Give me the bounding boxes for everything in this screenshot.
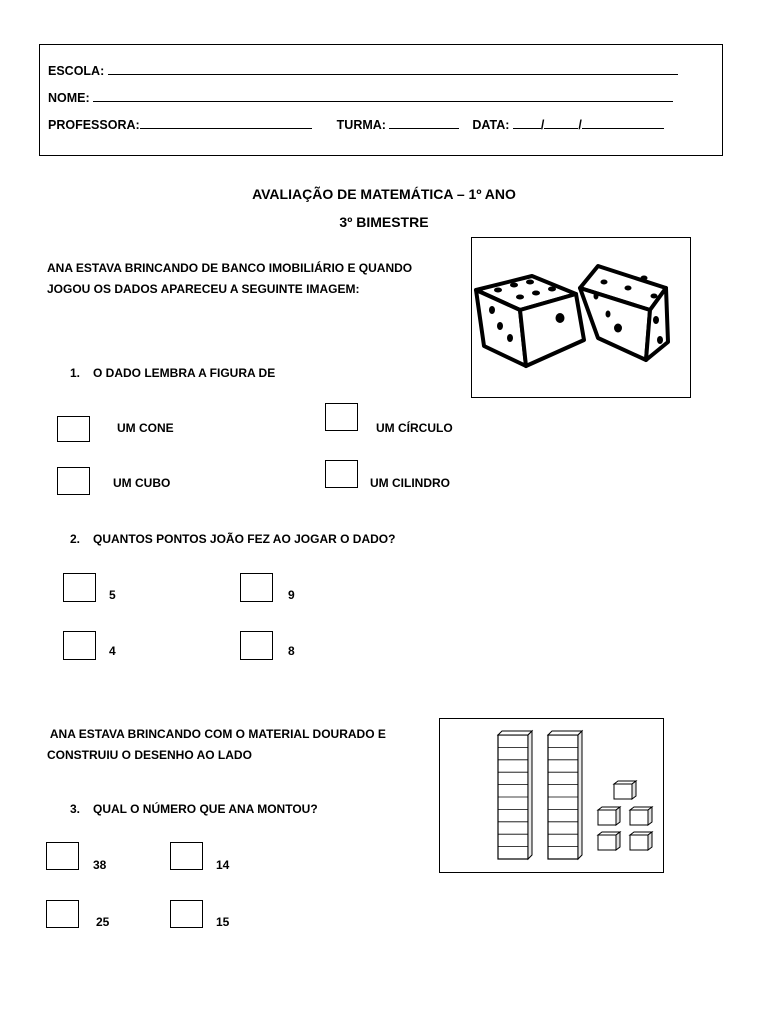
q3-option-label: 25 <box>96 915 110 929</box>
q2-text: QUANTOS PONTOS JOÃO FEZ AO JOGAR O DADO? <box>93 532 396 546</box>
q1-option-checkbox-cube[interactable] <box>57 467 90 495</box>
q1-option-label: UM CONE <box>117 421 174 435</box>
data-label: DATA: <box>472 118 510 132</box>
date-month-field[interactable] <box>544 116 578 129</box>
professora-row <box>48 116 664 132</box>
q2-option-label: 8 <box>288 644 295 658</box>
turma-field[interactable] <box>389 116 459 129</box>
professora-field[interactable] <box>140 116 312 129</box>
q1-option-checkbox-circle[interactable] <box>325 403 358 431</box>
escola-field[interactable] <box>108 62 678 75</box>
q2-option-checkbox-4[interactable] <box>63 631 96 660</box>
nome-row <box>48 89 673 105</box>
q1-option-checkbox-cylinder[interactable] <box>325 460 358 488</box>
q2-option-label: 4 <box>109 644 116 658</box>
q1-text: O DADO LEMBRA A FIGURA DE <box>93 366 276 380</box>
q1-option-label: UM CUBO <box>113 476 171 490</box>
section1-intro-line1: ANA ESTAVA BRINCANDO DE BANCO IMOBILIÁRIO E QUANDO <box>47 261 413 275</box>
turma-label: TURMA: <box>336 118 386 132</box>
escola-row <box>48 62 678 78</box>
q1-option-label: UM CILINDRO <box>370 476 450 490</box>
q1-option-label: UM CÍRCULO <box>376 421 453 435</box>
q2-option-checkbox-5[interactable] <box>63 573 96 602</box>
q2-number: 2. <box>70 532 81 546</box>
q3-option-label: 38 <box>93 858 107 872</box>
nome-label: NOME: <box>48 91 90 105</box>
q3-text: QUAL O NÚMERO QUE ANA MONTOU? <box>93 802 318 816</box>
date-day-field[interactable] <box>513 116 541 129</box>
page-subtitle: 3º BIMESTRE <box>339 214 429 230</box>
section2-intro-line2: CONSTRUIU O DESENHO AO LADO <box>47 748 252 762</box>
escola-label: ESCOLA: <box>48 64 105 78</box>
q1-number: 1. <box>70 366 81 380</box>
date-separator: / <box>540 118 545 132</box>
q3-option-checkbox-38[interactable] <box>46 842 79 870</box>
base-ten-blocks-icon <box>440 719 663 872</box>
section1-intro-line2: JOGOU OS DADOS APARECEU A SEGUINTE IMAGEM: <box>47 282 360 296</box>
q3-option-checkbox-14[interactable] <box>170 842 203 870</box>
page-title: AVALIAÇÃO DE MATEMÁTICA – 1º ANO <box>252 186 516 202</box>
dice-image <box>471 237 691 398</box>
q3-option-checkbox-15[interactable] <box>170 900 203 928</box>
q2-option-checkbox-9[interactable] <box>240 573 273 602</box>
professora-label: PROFESSORA: <box>48 118 140 132</box>
nome-field[interactable] <box>93 89 673 102</box>
q3-option-label: 14 <box>216 858 230 872</box>
q3-number: 3. <box>70 802 81 816</box>
date-year-field[interactable] <box>582 116 664 129</box>
q2-option-label: 5 <box>109 588 116 602</box>
section2-intro-line1: ANA ESTAVA BRINCANDO COM O MATERIAL DOURADO E <box>47 727 386 741</box>
q3-option-checkbox-25[interactable] <box>46 900 79 928</box>
dice-icon <box>472 238 690 397</box>
q3-option-label: 15 <box>216 915 230 929</box>
date-separator: / <box>578 118 582 132</box>
base-ten-blocks-image <box>439 718 664 873</box>
q2-option-label: 9 <box>288 588 295 602</box>
q1-option-checkbox-cone[interactable] <box>57 416 90 442</box>
header-form-box <box>39 44 723 156</box>
q2-option-checkbox-8[interactable] <box>240 631 273 660</box>
